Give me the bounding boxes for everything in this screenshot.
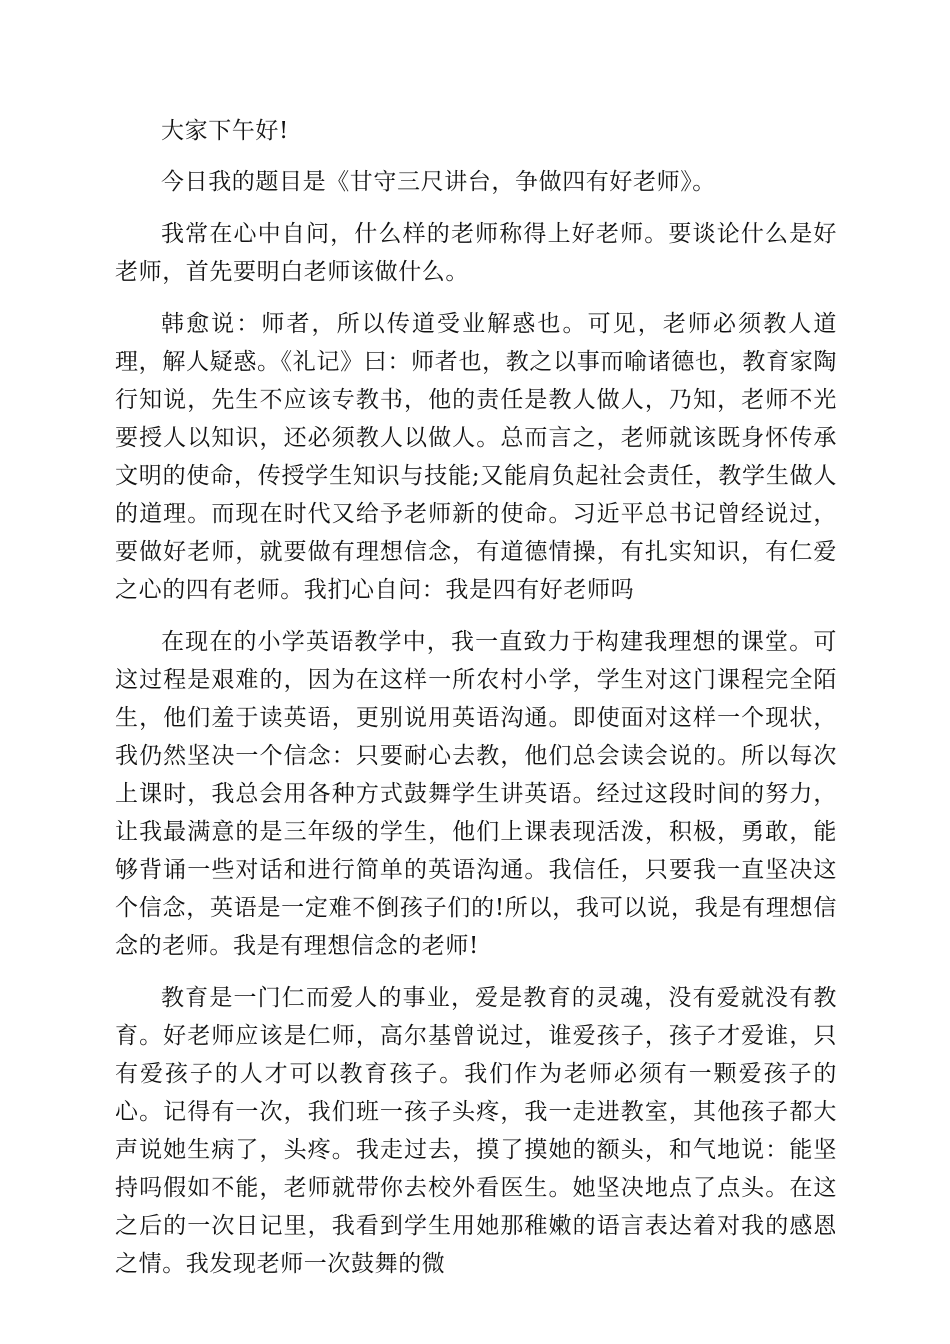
english-teaching-paragraph: 在现在的小学英语教学中，我一直致力于构建我理想的课堂。可这过程是艰难的，因为在这样一所农村小学，学生对这门课程完全陌生，他们羞于读英语，更别说用英语沟通。即使面对这样一个现状，我仍然坚决一个信念：只要耐心去教，他们总会读会说的。所以每次上课时，我总会用各种方式鼓舞学生讲英语。经过这段时间的努力，让我最满意的是三年级的学生，他们上课表现活泼，积极，勇敢，能够背诵一些对话和进行简单的英语沟通。我信任，只要我一直坚决这个信念，英语是一定难不倒孩子们的!所以，我可以说，我是有理想信念的老师。我是有理想信念的老师! — [115, 629, 837, 959]
topic-paragraph: 今日我的题目是《甘守三尺讲台，争做四有好老师》。 — [161, 169, 716, 195]
teacher-duty-paragraph: 韩愈说：师者，所以传道受业解惑也。可见，老师必须教人道理，解人疑惑。《礼记》曰：师者也，教之以事而喻诸德也，教育家陶行知说，先生不应该专教书，他的责任是教人做人，乃知，老师不光要授人以知识，还必须教人以做人。总而言之，老师就该既身怀传承文明的使命，传授学生知识与技能;又能肩负起社会责任，教学生做人的道理。而现在时代又给予老师新的使命。习近平总书记曾经说过，要做好老师，就要做有理想信念，有道德情操，有扎实知识，有仁爱之心的四有老师。我扪心自问：我是四有好老师吗 — [115, 311, 837, 603]
love-education-paragraph: 教育是一门仁而爱人的事业，爱是教育的灵魂，没有爱就没有教育。好老师应该是仁师，高尔基曾说过，谁爱孩子，孩子才爱谁，只有爱孩子的人才可以教育孩子。我们作为老师必须有一颗爱孩子的心。记得有一次，我们班一孩子头疼，我一走进教室，其他孩子都大声说她生病了，头疼。我走过去，摸了摸她的额头，和气地说：能坚持吗假如不能，老师就带你去校外看医生。她坚决地点了点头。在这之后的一次日记里，我看到学生用她那稚嫩的语言表达着对我的感恩之情。我发现老师一次鼓舞的微 — [115, 985, 837, 1277]
self-question-paragraph: 我常在心中自问，什么样的老师称得上好老师。要谈论什么是好老师，首先要明白老师该做什么。 — [115, 221, 837, 285]
document-page — [115, 108, 837, 1283]
greeting-paragraph: 大家下午好! — [161, 118, 289, 144]
